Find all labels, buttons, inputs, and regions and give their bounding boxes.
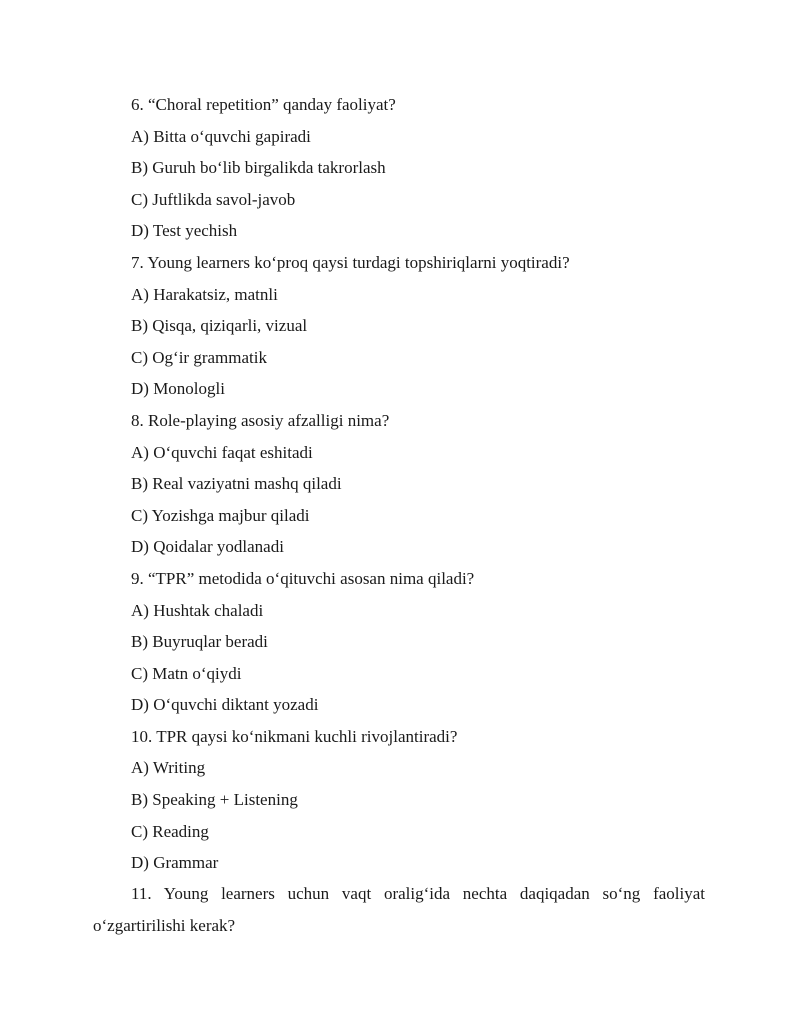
- question-7: 7. Young learners ko‘proq qaysi turdagi topshiriqlarni yoqtiradi?: [131, 252, 570, 272]
- answer-option: A) Hushtak chaladi: [131, 600, 264, 620]
- answer-option: B) Buyruqlar beradi: [131, 632, 268, 652]
- question-list: [0, 89, 800, 879]
- answer-option: B) Guruh bo‘lib birgalikda takrorlash: [131, 158, 386, 178]
- answer-option: D) O‘quvchi diktant yozadi: [131, 695, 319, 715]
- question-10: 10. TPR qaysi ko‘nikmani kuchli rivojlantiradi?: [131, 726, 458, 746]
- answer-option: D) Grammar: [131, 853, 219, 873]
- answer-option: C) Matn o‘qiydi: [131, 663, 242, 683]
- question-11: 11. Young learners uchun vaqt oralig‘ida nechta daqiqadan so‘ng faoliyat o‘zgartirilishi kerak?: [93, 884, 705, 935]
- answer-option: B) Speaking + Listening: [131, 790, 298, 810]
- answer-option: A) Bitta o‘quvchi gapiradi: [131, 126, 311, 146]
- answer-option: C) Yozishga majbur qiladi: [131, 505, 310, 525]
- question-6: 6. “Choral repetition” qanday faoliyat?: [131, 95, 396, 114]
- answer-option: C) Reading: [131, 821, 209, 841]
- answer-option: D) Qoidalar yodlanadi: [131, 537, 284, 557]
- answer-option: B) Qisqa, qiziqarli, vizual: [131, 316, 308, 336]
- answer-option: A) O‘quvchi faqat eshitadi: [131, 442, 313, 462]
- answer-option: C) Juftlikda savol-javob: [131, 189, 296, 209]
- answer-option: A) Harakatsiz, matnli: [131, 284, 278, 304]
- answer-option: D) Monologli: [131, 379, 225, 399]
- answer-option: D) Test yechish: [131, 221, 238, 241]
- answer-option: A) Writing: [131, 758, 206, 778]
- question-9: 9. “TPR” metodida o‘qituvchi asosan nima qiladi?: [131, 568, 475, 588]
- answer-option: C) Og‘ir grammatik: [131, 347, 267, 367]
- answer-option: B) Real vaziyatni mashq qiladi: [131, 474, 342, 494]
- question-8: 8. Role-playing asosiy afzalligi nima?: [131, 410, 390, 430]
